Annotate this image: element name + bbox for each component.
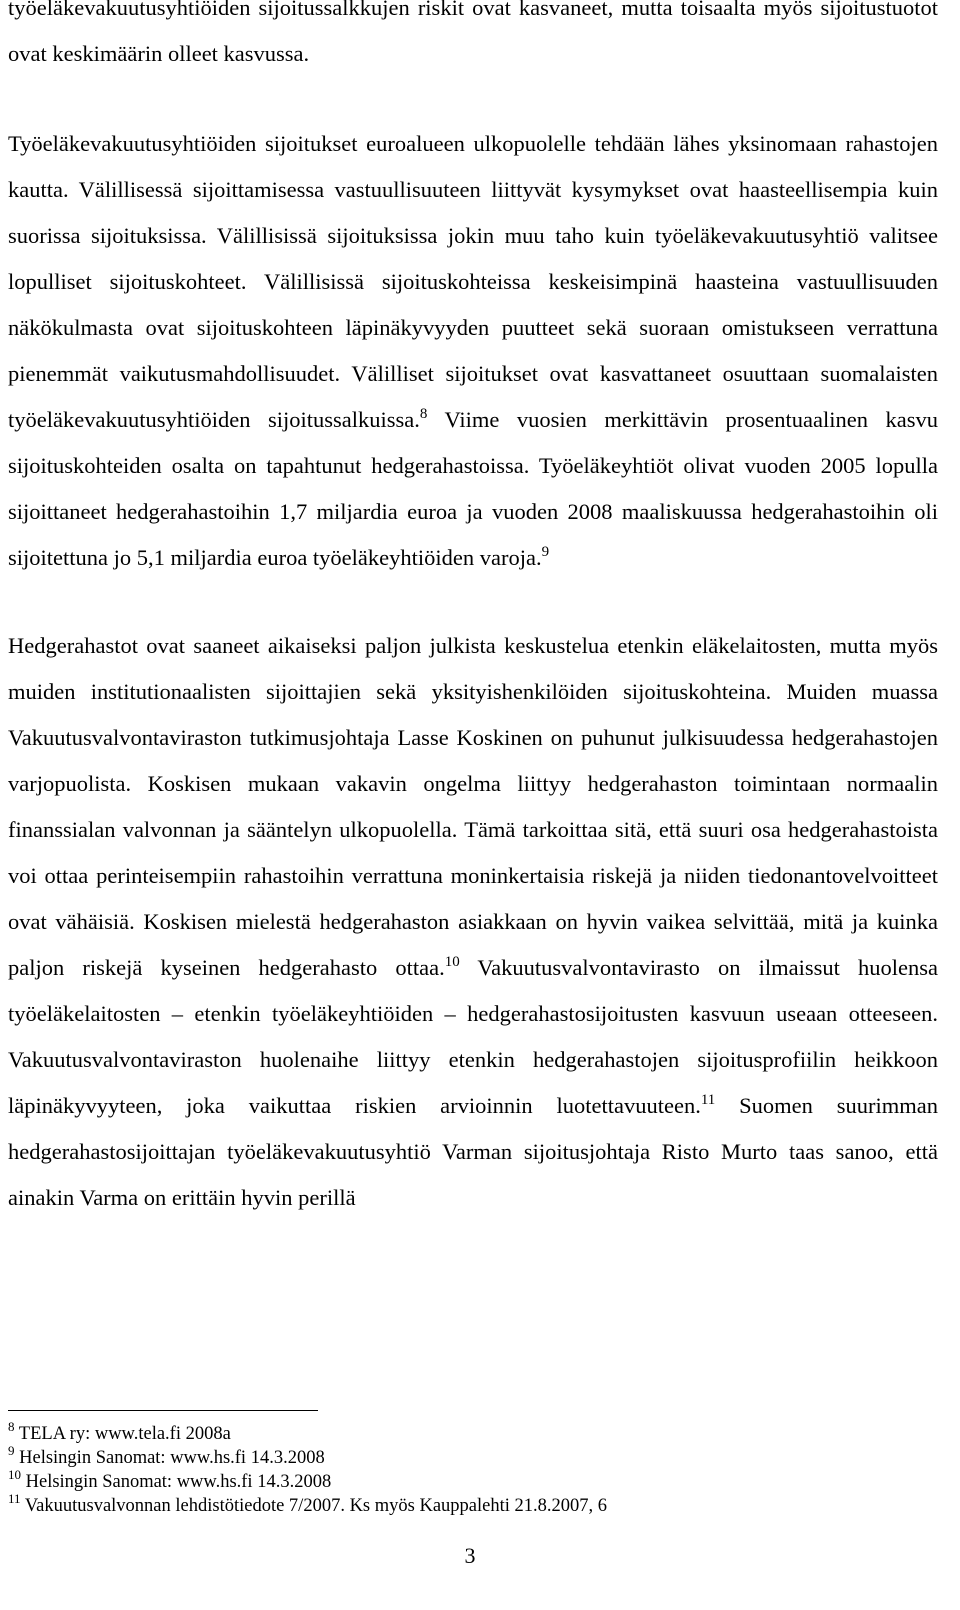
paragraph-text: Hedgerahastot ovat saaneet aikaiseksi paljon julkista keskustelua etenkin eläkelaitosten, mutta myös muiden institutionaalisten sijoittajien sekä yksityishenkilöiden sijoituskohteina. Muiden muassa Vakuutusvalvontaviraston tutkimusjohtaja Lasse Koskinen on puhunut julkisuudessa hedgerahastojen varjopuolista. Koskisen mukaan vakavin ongelma liittyy hedgerahaston toimintaan normaalin finanssialan valvonnan ja sääntelyn ulkopuolella. Tämä tarkoittaa sitä, että suuri osa hedgerahastoista voi ottaa perinteisempiin rahastoihin verrattuna moninkertaisia riskejä ja niiden tiedonantovelvoitteet ovat vähäisiä. Koskisen mielestä hedgerahaston asiakkaan on hyvin vaikea selvittää, mitä ja kuinka paljon riskejä kyseinen hedgerahasto ottaa.: [8, 633, 938, 980]
document-page: [8, 0, 938, 1221]
footnotes: [8, 1419, 938, 1518]
footnote-text: Vakuutusvalvonnan lehdistötiedote 7/2007. Ks myös Kauppalehti 21.8.2007, 6: [24, 1496, 607, 1516]
footnote-ref[interactable]: 9: [541, 544, 550, 560]
footnote-ref[interactable]: 8: [419, 406, 428, 422]
footnote-ref[interactable]: 11: [700, 1092, 716, 1108]
paragraph-text: työeläkevakuutusyhtiöiden sijoitussalkkujen riskit ovat kasvaneet, mutta toisaalta myös sijoitustuotot ovat keskimäärin olleet kasvussa.: [8, 0, 938, 66]
paragraph-text: Suomen suurimman hedgerahastosijoittajan työeläkevakuutusyhtiö Varman sijoitusjohtaja Risto Murto taas sanoo, että ainakin Varma on erittäin hyvin perillä: [8, 1093, 938, 1210]
footnote: [8, 1443, 938, 1470]
paragraph-text: Viime vuosien merkittävin prosentuaalinen kasvu sijoituskohteiden osalta on tapahtunut hedgerahastoissa. Työeläkeyhtiöt olivat vuoden 2005 lopulla sijoittaneet hedgerahastoihin 1,7 miljardia euroa ja vuoden 2008 maaliskuussa hedgerahastoihin oli sijoitettuna jo 5,1 miljardia euroa työeläkeyhtiöiden varoja.: [8, 407, 938, 570]
body-text: [8, 0, 938, 1221]
footnote-number: 11: [8, 1491, 21, 1506]
page-number: 3: [464, 1543, 476, 1568]
footnote-ref[interactable]: 10: [444, 954, 460, 970]
footnote: [8, 1419, 938, 1446]
footnote-number: 9: [8, 1443, 15, 1458]
paragraph-text: Vakuutusvalvontavirasto on ilmaissut huolensa työeläkelaitosten – etenkin työeläkeyhtiöiden – hedgerahastosijoitusten kasvuun useaan otteeseen. Vakuutusvalvontaviraston huolenaihe liittyy etenkin hedgerahastojen sijoitusprofiilin heikkoon läpinäkyvyyteen, joka vaikuttaa riskien arvioinnin luotettavuuteen.: [8, 955, 938, 1118]
footnote: [8, 1467, 938, 1494]
footnote-number: 10: [8, 1467, 21, 1482]
paragraph: [8, 121, 938, 581]
paragraph: [8, 0, 938, 77]
footnote-text: TELA ry: www.tela.fi 2008a: [18, 1424, 231, 1444]
footnote-number: 8: [8, 1419, 15, 1434]
footnote: [8, 1491, 938, 1518]
footnote-text: Helsingin Sanomat: www.hs.fi 14.3.2008: [19, 1448, 325, 1468]
paragraph-text: Työeläkevakuutusyhtiöiden sijoitukset euroalueen ulkopuolelle tehdään lähes yksinomaan rahastojen kautta. Välillisessä sijoittamisessa vastuullisuuteen liittyvät kysymykset ovat haasteellisempia kuin suorissa sijoituksissa. Välillisissä sijoituksissa jokin muu taho kuin työeläkevakuutusyhtiö valitsee lopulliset sijoituskohteet. Välillisissä sijoituskohteissa keskeisimpinä haasteina vastuullisuuden näkökulmasta ovat sijoituskohteen läpinäkyvyyden puutteet sekä suoraan omistukseen verrattuna pienemmät vaikutusmahdollisuudet. Välilliset sijoitukset ovat kasvattaneet osuuttaan suomalaisten työeläkevakuutusyhtiöiden sijoitussalkuissa.: [8, 131, 938, 432]
footnote-divider: [8, 1410, 318, 1411]
footnote-text: Helsingin Sanomat: www.hs.fi 14.3.2008: [25, 1472, 332, 1492]
paragraph: [8, 623, 938, 1221]
